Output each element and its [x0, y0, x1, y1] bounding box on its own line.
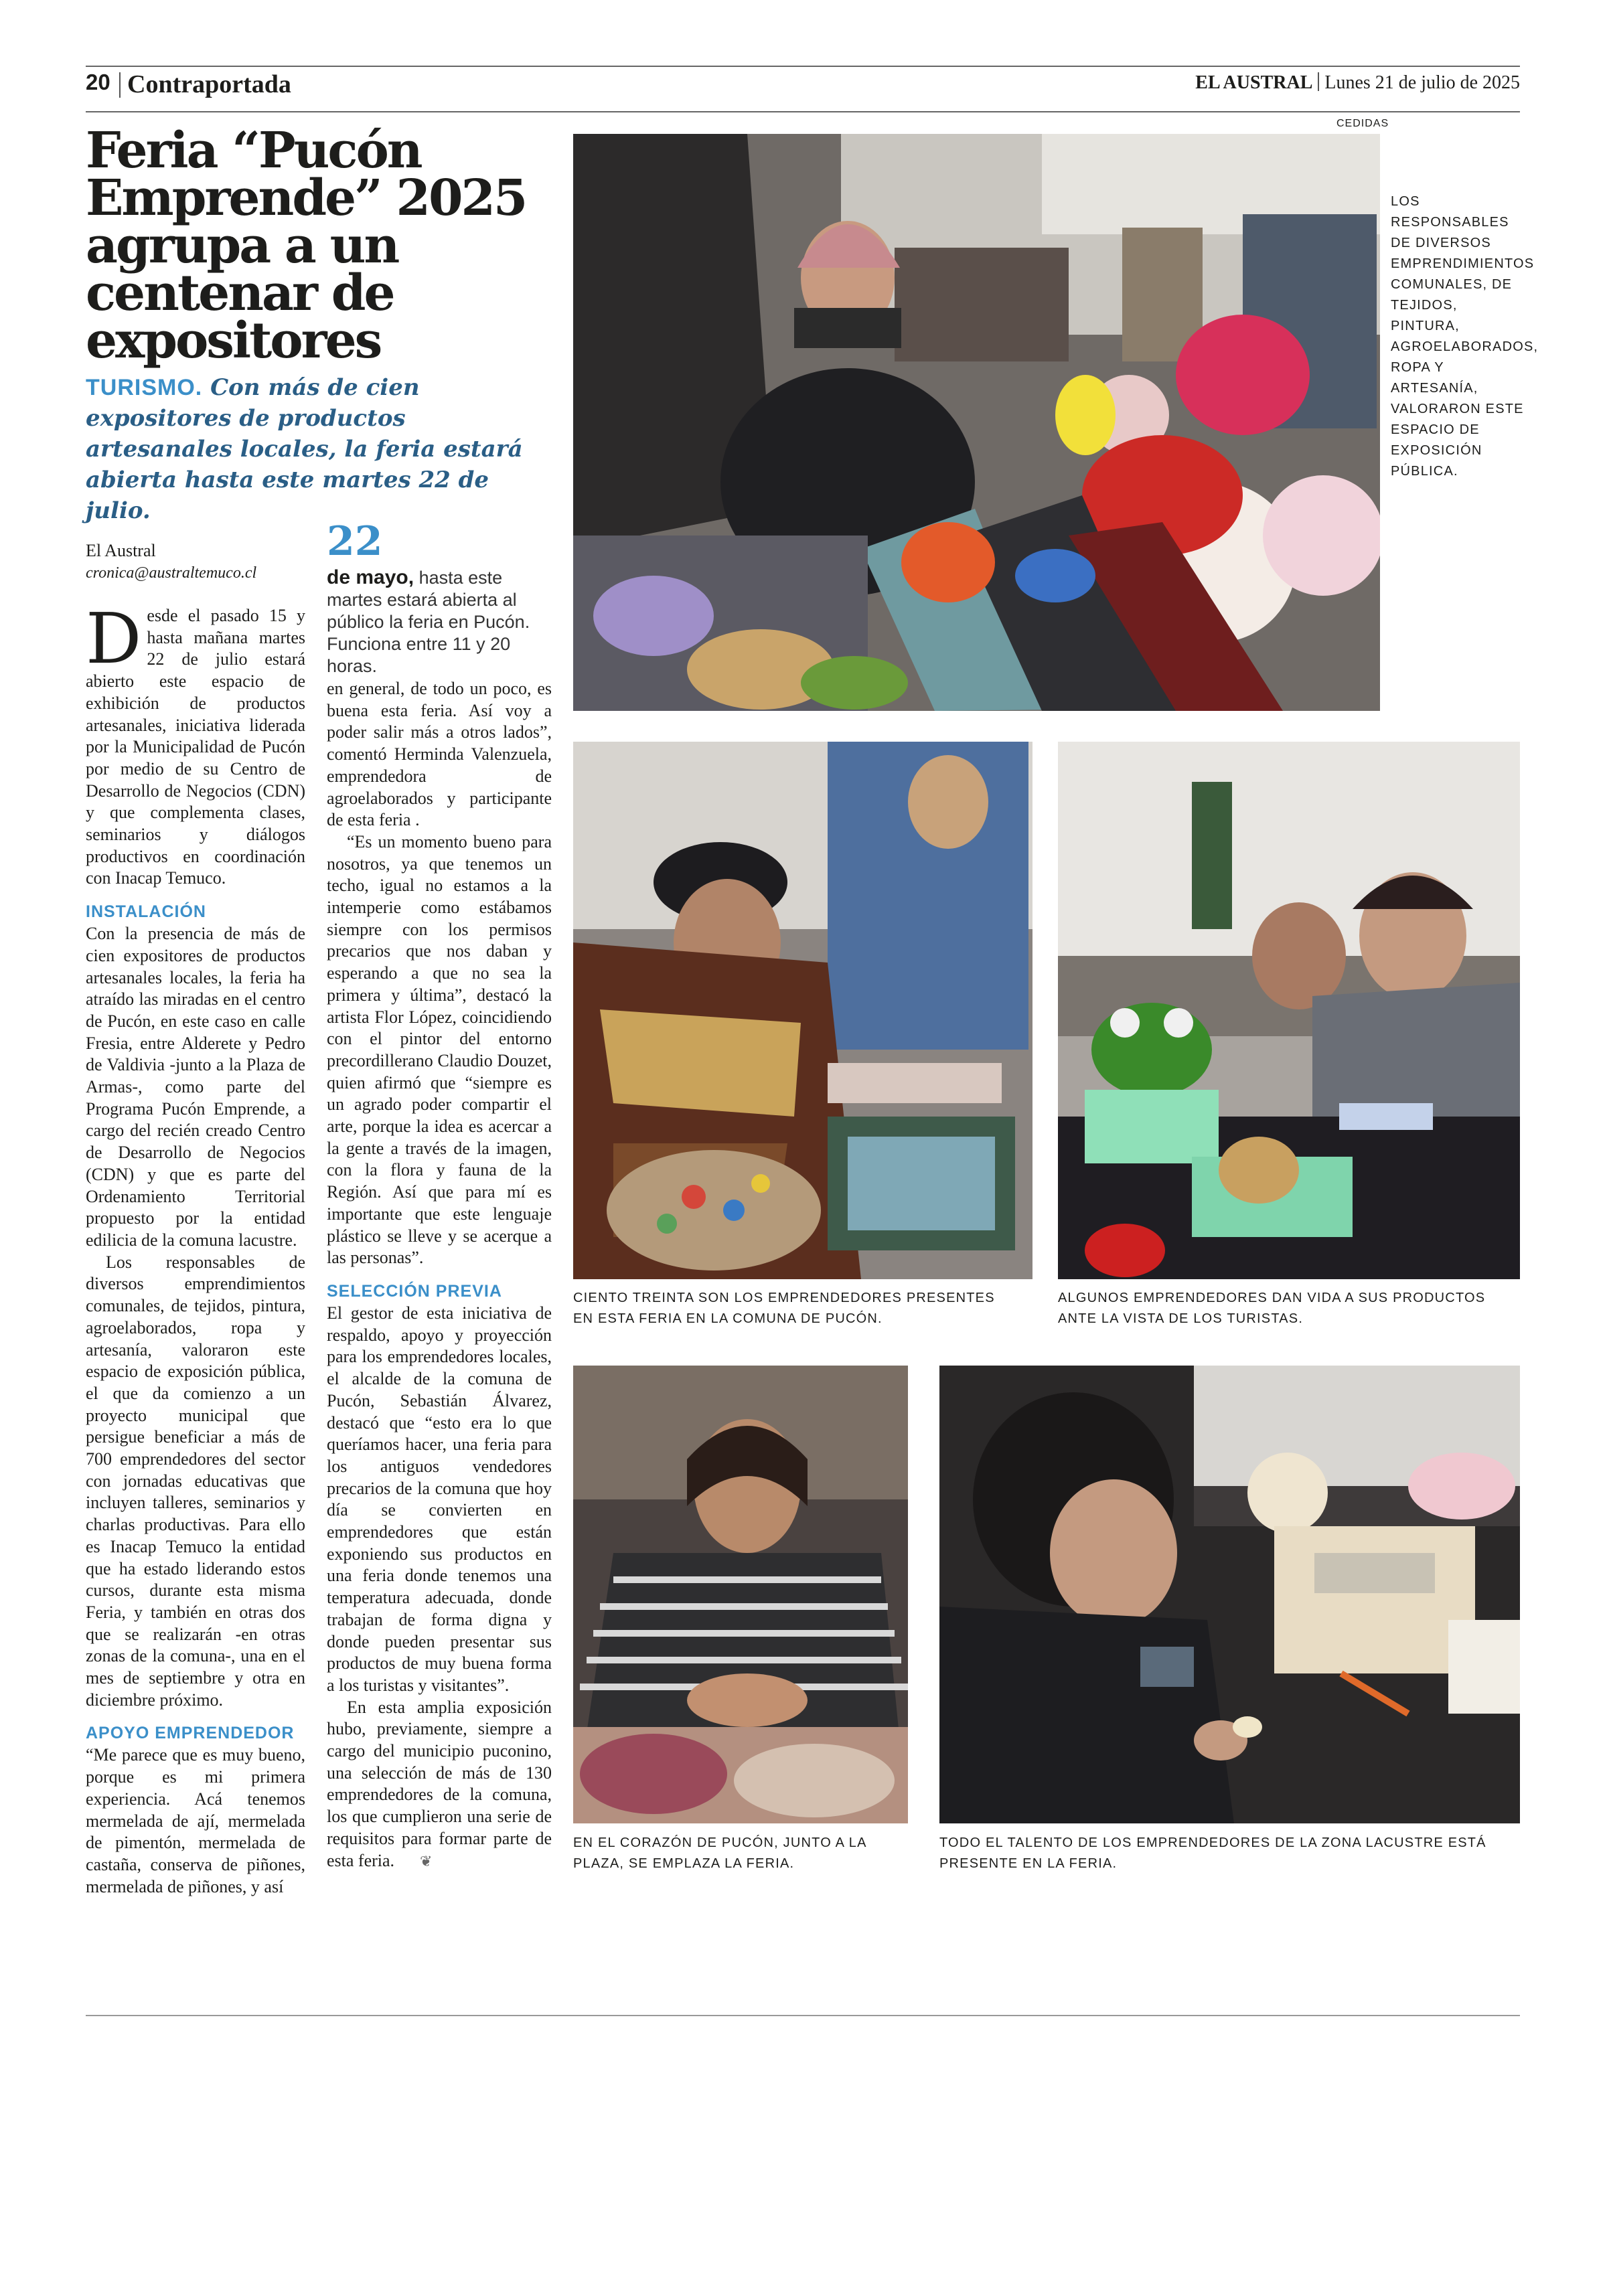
caption-woman-knitting: EN EL CORAZÓN DE PUCÓN, JUNTO A LA PLAZA, SE EMPLAZA LA FERIA.	[573, 1835, 866, 1871]
drop-cap: D	[86, 598, 142, 679]
photo-crafter-illustration	[939, 1366, 1520, 1823]
body-column-2	[327, 678, 552, 1872]
deck-text: Con más de cien expositores de productos artesanales locales, la feria estará abierta hasta este martes 22 de julio.	[86, 374, 523, 524]
issue-date: Lunes 21 de julio de 2025	[1324, 72, 1520, 93]
photo-main-knitwear-vendor[interactable]	[573, 134, 1380, 711]
photo-woman-knitting[interactable]	[573, 1366, 908, 1823]
caption-main: LOS RESPONSABLES DE DIVERSOS EMPRENDIMIENTOS COMUNALES, DE TEJIDOS, PINTURA, AGROELABORADOS, ROPA Y ARTESANÍA, VALORARON ESTE ESPACIO DE EXPOSICIÓN PÚBLICA.	[1391, 194, 1539, 479]
caption-knitter: ALGUNOS EMPRENDEDORES DAN VIDA A SUS PRODUCTOS ANTE LA VISTA DE LOS TURISTAS.	[1058, 1291, 1486, 1326]
headline: Feria “Pucón Emprende” 2025 agrupa a un centenar de expositores	[86, 122, 526, 370]
photo-credit: CEDIDAS	[1336, 118, 1389, 129]
pull-quote	[327, 566, 552, 677]
body-paragraph: Desde el pasado 15 y hasta mañana martes 22 de julio estará abierto este espacio de exhibición de productos artesanales, iniciativa liderada por la Municipalidad de Pucón por medio de su Centro de Desarrollo de Negocios (CDN) y que complementa clases, seminarios y diálogos productivos en coordinación con Inacap Temuco.	[86, 598, 305, 888]
subhead-seleccion: SELECCIÓN PREVIA	[327, 1281, 502, 1301]
footer-rule	[86, 2015, 1520, 2016]
body-paragraph: En esta amplia exposición hubo, previamente, siempre a cargo del municipio puconino, una selección de más de 130 emprendedores de la comuna, los que cumplieron una serie de requisitos para formar parte de esta feria. ❦	[327, 1697, 552, 1873]
byline-email[interactable]: cronica@australtemuco.cl	[86, 564, 257, 582]
page-number: 20	[86, 70, 110, 94]
pull-quote-text: hasta este martes estará abierta al público la feria en Pucón. Funciona entre 11 y 20 horas.	[327, 568, 530, 676]
body-paragraph: “Es un momento bueno para nosotros, ya que tenemos un techo, igual no estamos a la intemperie como estábamos siempre con los permisos precarios que nos daban y esperando a que no sea la primera y última”, destacó la artista Flor López, coincidiendo con el pintor del entorno precordillerano Claudio Douzet, quien afirmó que “siempre es un agrado poder compartir el arte, porque la idea es acercar a la gente a través de la imagen, con la flora y fauna de la Región. Así que para mí es importante que este lenguaje plástico se lleve y se acerque a las personas”.	[327, 831, 552, 1268]
header-bottom-rule	[86, 111, 1520, 112]
body-paragraph: Los responsables de diversos emprendimientos comunales, de tejidos, pintura, agroelaborados, ropa y artesanía, valoraron este espacio de exposición pública, el que da comienzo a un proyecto municipal que persigue beneficiar a más de 700 emprendedores del sector con jornadas educativas que incluyen talleres, seminarios y charlas productivas. Para ello es Inacap Temuco la entidad que ha estado liderando estos cursos, durante esta misma Feria, y también en otras dos que se realizarán -en otras zonas de la comuna-, una en el mes de septiembre y otra en diciembre próximo.	[86, 1252, 305, 1710]
deck	[86, 372, 554, 526]
masthead-info	[1195, 72, 1520, 94]
photo-painter[interactable]	[573, 742, 1032, 1279]
photo-knitter[interactable]	[1058, 742, 1520, 1279]
newspaper-name: EL AUSTRAL	[1195, 72, 1313, 93]
section-name: Contraportada	[127, 70, 291, 98]
body-paragraph: Con la presencia de más de cien expositores de productos artesanales locales, la feria ha atraído las miradas en el centro de Pucón, en este caso en calle Fresia, entre Alderete y Pedro de Valdivia -junto a la Plaza de Armas-, como parte del Programa Pucón Emprende, a cargo del recién creado Centro de Desarrollo de Negocios (CDN) y que es parte del Ordenamiento Territorial propuesto por la entidad edilicia de la comuna lacustre.	[86, 924, 305, 1250]
body-paragraph: “Me parece que es muy bueno, porque es mi primera experiencia. Acá tenemos mermelada de ají, mermelada de pimentón, mermelada de castaña, conserva de piñones, mermelada de piñones, y así	[86, 1745, 305, 1896]
body-paragraph: en general, de todo un poco, es buena esta feria. Así voy a poder salir más a otros lados”, comentó Herminda Valenzuela, emprendedora de agroelaborados y participante de esta feria .	[327, 679, 552, 830]
pull-quote-number: 22	[327, 518, 383, 565]
header-top-rule	[86, 66, 1520, 67]
photo-painter-illustration	[573, 742, 1032, 1279]
subhead-apoyo: APOYO EMPRENDEDOR	[86, 1724, 295, 1743]
header-separator	[119, 72, 121, 98]
body-column-1	[86, 598, 305, 1898]
photo-main-illustration	[573, 134, 1380, 711]
byline-name: El Austral	[86, 541, 156, 560]
subhead-instalacion: INSTALACIÓN	[86, 902, 206, 922]
photo-crafter[interactable]	[939, 1366, 1520, 1823]
masthead-separator	[1318, 72, 1319, 91]
body-paragraph: El gestor de esta iniciativa de respaldo, apoyo y proyección para los emprendedores locales, el alcalde de la comuna de Pucón, Sebastián Álvarez, destacó que “esto era lo que queríamos hacer, una feria para los antiguos vendedores precarios de la comuna que hoy día se convierten en emprendedores que están exponiendo sus productos en una feria donde tenemos una temperatura adecuada, donde trabajan de forma digna y donde pueden presentar sus productos de muy buena forma a los turistas y visitantes”.	[327, 1303, 552, 1695]
kicker: TURISMO.	[86, 375, 203, 400]
photo-woman-knitting-illustration	[573, 1366, 908, 1823]
pull-quote-lead: de mayo,	[327, 566, 414, 588]
caption-crafter: TODO EL TALENTO DE LOS EMPRENDEDORES DE LA ZONA LACUSTRE ESTÁ PRESENTE EN LA FERIA.	[939, 1835, 1486, 1871]
photo-knitter-illustration	[1058, 742, 1520, 1279]
caption-painter: CIENTO TREINTA SON LOS EMPRENDEDORES PRESENTES EN ESTA FERIA EN LA COMUNA DE PUCÓN.	[573, 1291, 995, 1326]
end-mark-icon: ❦	[420, 1852, 433, 1870]
